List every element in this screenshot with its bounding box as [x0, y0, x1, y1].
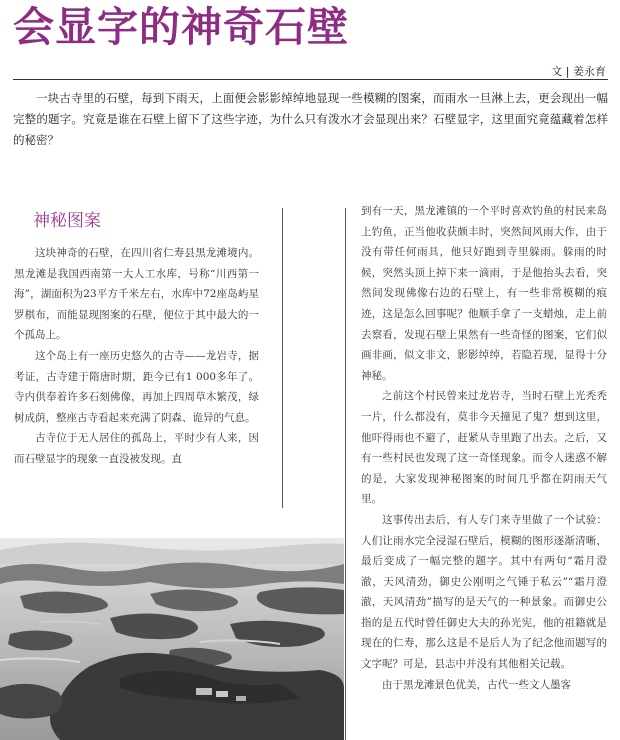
body-paragraph: 这块神奇的石壁，在四川省仁寿县黑龙滩境内。黑龙滩是我国西南第一大人工水库，号称“川西第一海”，湖面积为23平方千米左右，水库中72座岛屿星罗棋布，而能显现图案的石壁，便位于其中最大的一个孤岛上。: [14, 247, 259, 342]
body-paragraph: 这个岛上有一座历史悠久的古寺——龙岩寺，据考证，古寺建于隋唐时期，距今已有1 000多年了。寺内供奉着许多石刻佛像，再加上四周草木繁茂，绿树成荫，整座古寺看起来充满了阴森、诡异的气息。: [14, 349, 259, 424]
left-column: [14, 243, 259, 470]
article-intro: 一块古寺里的石壁，每到下雨天，上面便会影影绰绰地显现一些模糊的图案，而雨水一旦淋上去，更会现出一幅完整的题字。究竟是谁在石壁上留下了这些字迹，为什么只有泼水才会显现出来？石壁显字，这里面究竟蕴藏着怎样的秘密？: [13, 91, 608, 147]
column-divider-left: [282, 208, 283, 508]
aerial-photo-graphic: [0, 538, 344, 740]
lake-islands-photo: [0, 538, 344, 740]
author-credit: 文 | 姜永育: [551, 65, 606, 78]
article-title: 会显字的神奇石壁: [13, 3, 349, 51]
section-title: 神秘图案: [33, 211, 101, 231]
right-column: [361, 201, 607, 695]
header-rule: [13, 79, 608, 80]
body-paragraph: 到有一天，黑龙滩镇的一个平时喜欢钓鱼的村民来岛上钓鱼，正当他收获颇丰时，突然间风雨大作，由于没有带任何雨具，他只好跑到寺里躲雨。躲雨的时候，突然头顶上掉下来一滴雨，于是他抬头去看，突然间发现佛像右边的石壁上，有一些非常模糊的痕迹，这是怎么回事呢？他顺手拿了一支蜡烛，走上前去察看，发现石壁上果然有一些奇怪的图案，它们似画非画，似文非文，影影绰绰，若隐若现，显得十分神秘。: [361, 205, 607, 382]
body-paragraph: 古寺位于无人居住的孤岛上，平时少有人来，因而石壁显字的现象一直没被发现。直: [14, 432, 259, 465]
body-paragraph: 之前这个村民曾来过龙岩寺，当时石壁上光秃秃一片，什么都没有，莫非今天撞见了鬼？想到这里，他吓得雨也不避了，赶紧从寺里跑了出去。之后，又有一些村民也发现了这一奇怪现象。而令人迷惑不解的是，大家发现神秘图案的时间几乎都在阴雨天气里。: [361, 390, 607, 506]
body-paragraph: 这事传出去后，有人专门来寺里做了一个试验：人们让雨水完全浸湿石壁后，模糊的图形逐渐清晰，最后变成了一幅完整的题字。其中有两句“霜月澄澈，天风清劲，御史公刚明之气锤于私云”“霜月澄澈，天风清劲”描写的是天气的一种景象。而御史公指的是五代时曾任御史大夫的孙光宪，他的祖籍就是现在的仁寿，那么这是不是后人为了纪念他而题写的文字呢？可是，县志中并没有其他相关记载。: [361, 513, 607, 671]
column-divider-right: [345, 208, 346, 740]
body-paragraph: 由于黑龙滩景色优美，古代一些文人墨客: [382, 678, 571, 691]
